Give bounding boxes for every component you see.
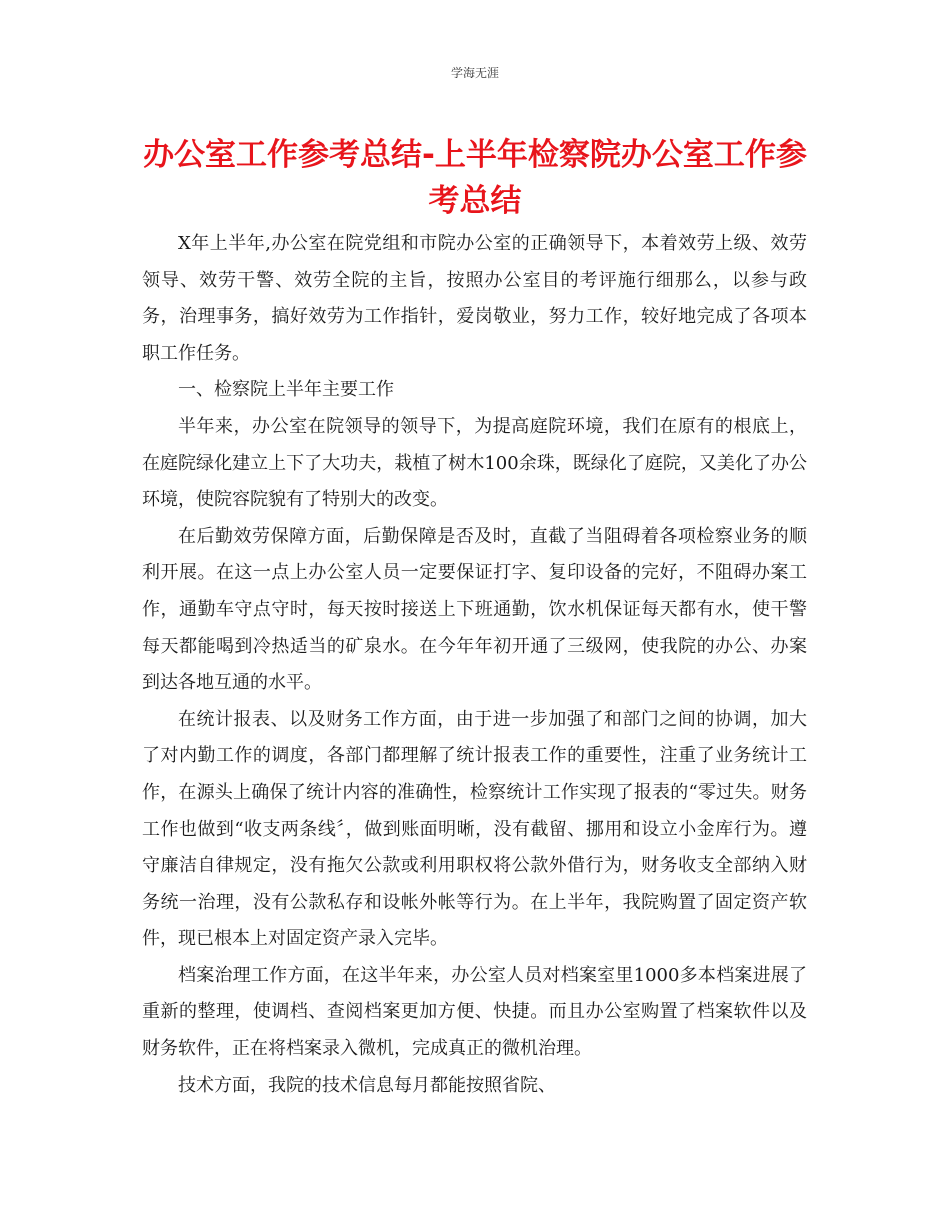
section-heading: 一、检察院上半年主要工作	[178, 379, 394, 401]
paragraph-technology: 技术方面，我院的技术信息每月都能按照省院、	[178, 1074, 556, 1096]
paragraph-intro: X年上半年,办公室在院党组和市院办公室的正确领导下，本着效劳上级、效劳领导、效劳干警、效劳全院的主旨，按照办公室目的考评施行细那么，以参与政务，治理事务，搞好效劳为工作指针，爱岗敬业，努力工作，较好地完成了各项本职工作任务。	[142, 233, 807, 364]
document-title: 办公室工作参考总结-上半年检察院办公室工作参考总结	[143, 137, 807, 219]
paragraph-archives: 档案治理工作方面，在这半年来，办公室人员对档案室里1000多本档案进展了重新的整理，使调档、查阅档案更加方便、快捷。而且办公室购置了档案软件以及财务软件，正在将档案录入微机，完成真正的微机治理。	[142, 964, 807, 1060]
paragraph-logistics: 在后勤效劳保障方面，后勤保障是否及时，直截了当阻碍着各项检察业务的顺利开展。在这一点上办公室人员一定要保证打字、复印设备的完好，不阻碍办案工作，通勤车守点守时，每天按时接送上下班通勤，饮水机保证每天都有水，使干警每天都能喝到冷热适当的矿泉水。在今年年初开通了三级网，使我院的办公、办案到达各地互通的水平。	[142, 525, 807, 694]
document-body	[142, 226, 807, 1104]
page-header: 学海无涯	[450, 66, 499, 80]
paragraph-finance: 在统计报表、以及财务工作方面，由于进一步加强了和部门之间的协调，加大了对内勤工作的调度，各部门都理解了统计报表工作的重要性，注重了业务统计工作，在源头上确保了统计内容的准确性，检察统计工作实现了报表的“零过失。财务工作也做到“收支两条线〞，做到账面明晰，没有截留、挪用和设立小金库行为。遵守廉洁自律规定，没有拖欠公款或利用职权将公款外借行为，财务收支全部纳入财务统一治理，没有公款私存和设帐外帐等行为。在上半年，我院购置了固定资产软件，现已根本上对固定资产录入完毕。	[142, 708, 807, 950]
paragraph-environment: 半年来，办公室在院领导的领导下，为提高庭院环境，我们在原有的根底上，在庭院绿化建立上下了大功夫，栽植了树木100余珠，既绿化了庭院，又美化了办公环境，使院容院貌有了特别大的改变。	[142, 415, 807, 511]
